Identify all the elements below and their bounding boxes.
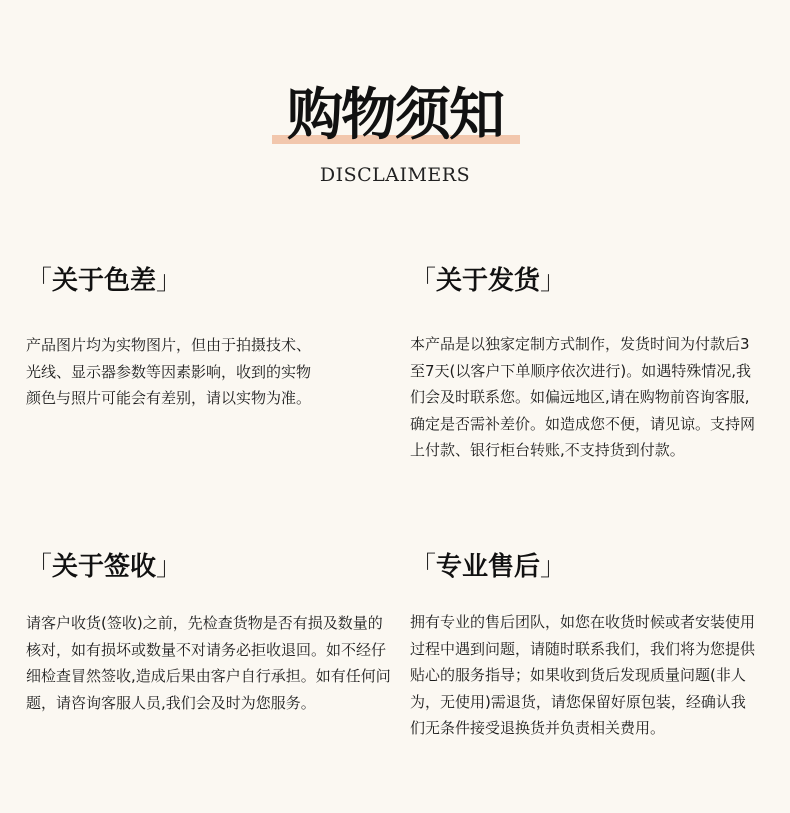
section-body: 请客户收货(签收)之前，先检查货物是否有损及数量的核对，如有损坏或数量不对请务必拒收退回。如不经仔细检查冒然签收,造成后果由客户自行承担。如有任何问题，请咨询客服人员,我们会及时为您服务。 <box>26 614 391 712</box>
section-heading-text: 关于签收 <box>52 552 157 582</box>
page-title: 购物须知 <box>287 82 503 148</box>
section-body: 产品图片均为实物图片，但由于拍摄技术、光线、显示器参数等因素影响，收到的实物颜色与照片可能会有差别，请以实物为准。 <box>26 336 312 408</box>
section-shipping <box>410 264 770 460</box>
section-body: 拥有专业的售后团队，如您在收货时候或者安装使用过程中遇到问题，请随时联系我们，我们将为您提供贴心的服务指导；如果收到货后发现质量问题(非人为，无使用)需退货，请您保留好原包装，经确认我们无条件接受退换货并负责相关费用。 <box>410 613 756 738</box>
section-heading: 「关于签收」 <box>26 552 183 582</box>
page-subtitle: DISCLAIMERS <box>319 164 471 186</box>
section-after-sales <box>410 550 770 738</box>
title-wrap <box>0 82 790 148</box>
section-heading: 「专业售后」 <box>410 552 567 582</box>
section-heading: 「关于发货」 <box>410 266 567 296</box>
section-body: 本产品是以独家定制方式制作，发货时间为付款后3至7天(以客户下单顺序依次进行)。如遇特殊情况,我们会及时联系您。如偏远地区,请在购物前咨询客服,确定是否需补差价。如造成您不便，请见谅。支持网上付款、银行柜台转账,不支持货到付款。 <box>410 335 756 460</box>
section-heading-text: 关于发货 <box>436 266 541 296</box>
section-heading-text: 关于色差 <box>52 266 157 296</box>
section-receipt <box>26 550 391 712</box>
section-heading: 「关于色差」 <box>26 266 183 296</box>
section-heading-text: 专业售后 <box>436 552 541 582</box>
section-color-difference <box>26 264 386 408</box>
